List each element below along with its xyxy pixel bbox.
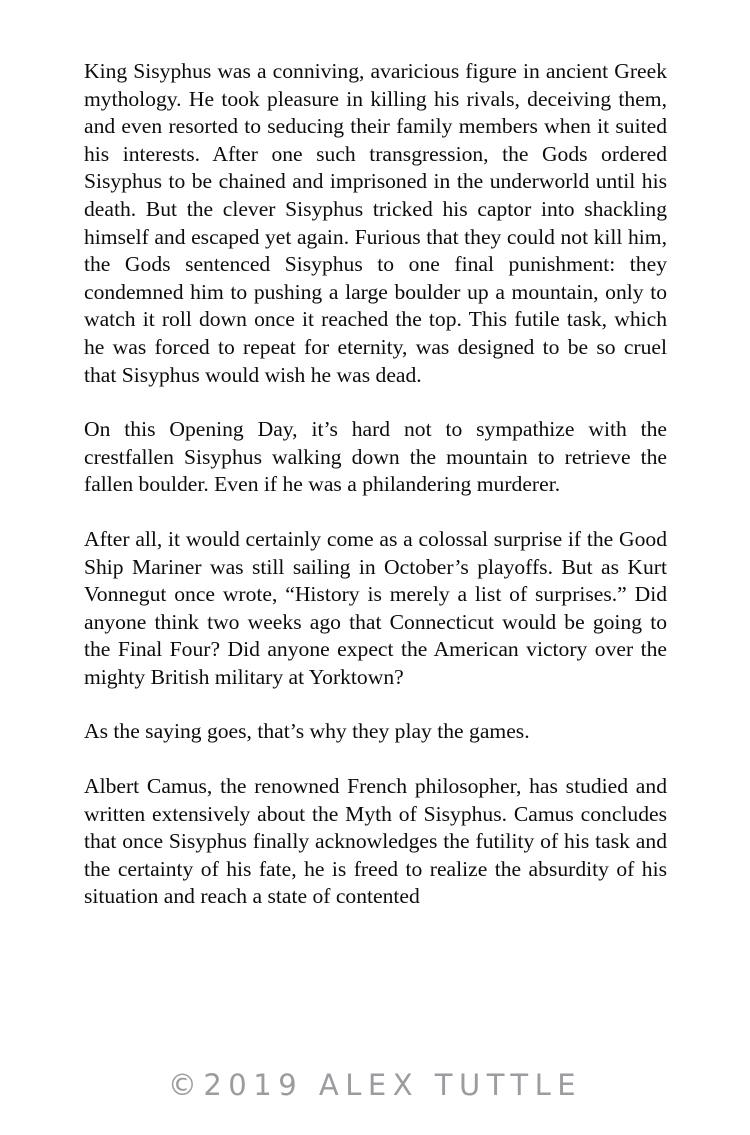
- text-column: [84, 58, 667, 911]
- paragraph-opening-day: On this Opening Day, it’s hard not to sympathize with the crestfallen Sisyphus walking down the mountain to retrieve the fallen boulder. Even if he was a philandering murderer.: [84, 417, 667, 497]
- paragraph-vonnegut: After all, it would certainly come as a colossal surprise if the Good Ship Mariner was still sailing in October’s playoffs. But as Kurt Vonnegut once wrote, “History is merely a list of surprises.” Did anyone think two weeks ago that Connecticut would be going to the Final Four? Did anyone expect the American victory over the mighty British military at Yorktown?: [84, 526, 667, 689]
- page-footer: [0, 1068, 750, 1102]
- paragraph-camus: Albert Camus, the renowned French philosopher, has studied and written extensively about the Myth of Sisyphus. Camus concludes that once Sisyphus finally acknowledges the futility of his task and the certainty of his fate, he is freed to realize the absurdity of his situation and reach a state of contented: [84, 774, 667, 909]
- paragraph-saying: As the saying goes, that’s why they play the games.: [84, 719, 530, 744]
- paragraph-sisyphus-myth: King Sisyphus was a conniving, avaricious figure in ancient Greek mythology. He took pleasure in killing his rivals, deceiving them, and even resorted to seducing their family members when it suited his interests. After one such transgression, the Gods ordered Sisyphus to be chained and imprisoned in the underworld until his death. But the clever Sisyphus tricked his captor into shackling himself and escaped yet again. Furious that they could not kill him, the Gods sentenced Sisyphus to one final punishment: they condemned him to pushing a large boulder up a mountain, only to watch it roll down once it reached the top. This futile task, which he was forced to repeat for eternity, was designed to be so cruel that Sisyphus would wish he was dead.: [84, 59, 667, 387]
- copyright-notice: ©2019 ALEX TUTTLE: [167, 1068, 583, 1102]
